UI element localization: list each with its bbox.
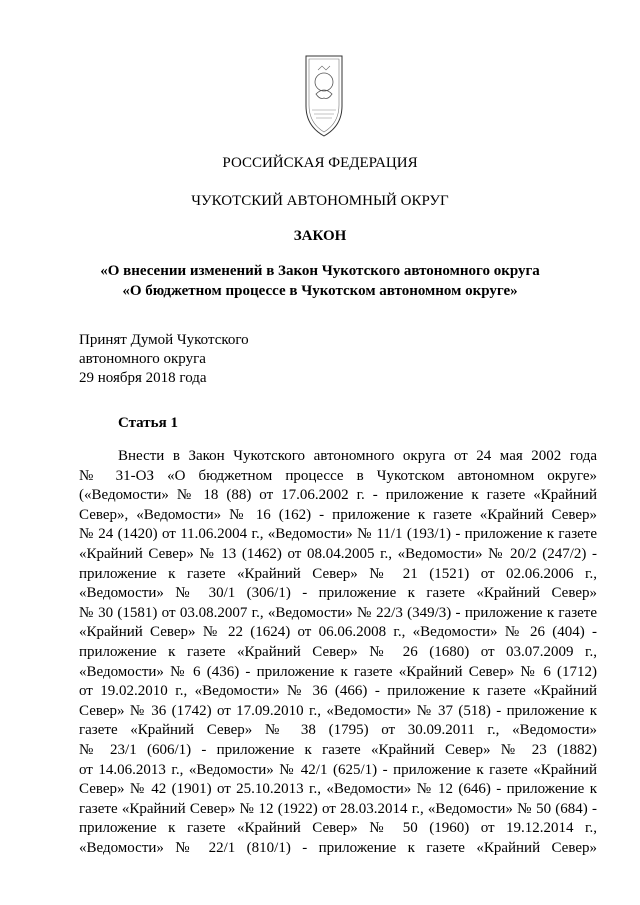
article-line: «Крайний Север» № 22 (1624) от 06.06.2008 г., «Ведомости» № 26 (404) - xyxy=(79,624,597,641)
article-line: «Ведомости» № 6 (436) - приложение к газете «Крайний Север» № 6 (1712) xyxy=(79,663,597,680)
article-line: Север» № 36 (1742) от 17.09.2010 г., «Ведомости» № 37 (518) - приложение к xyxy=(79,702,597,719)
article-line: № 23/1 (606/1) - приложение к газете «Крайний Север» № 23 (1882) xyxy=(79,741,597,758)
article-line: № 31-ОЗ «О бюджетном процессе в Чукотском автономном округе» xyxy=(79,467,597,484)
coat-of-arms-icon xyxy=(302,54,346,138)
article-line: «Крайний Север» № 13 (1462) от 08.04.2005 г., «Ведомости» № 20/2 (247/2) - xyxy=(79,545,597,562)
document-type-heading: ЗАКОН xyxy=(293,228,347,244)
country-heading: РОССИЙСКАЯ ФЕДЕРАЦИЯ xyxy=(222,155,418,171)
article-line: приложение к газете «Крайний Север» № 50 (1960) от 19.12.2014 г., xyxy=(79,820,597,837)
adoption-date: 29 ноября 2018 года xyxy=(79,370,207,386)
article-body xyxy=(79,447,597,858)
article-line: приложение к газете «Крайний Север» № 26 (1680) от 03.07.2009 г., xyxy=(79,643,597,660)
law-title-line-2: «О бюджетном процессе в Чукотском автономном округе» xyxy=(122,283,518,299)
article-line: Север», «Ведомости» № 16 (162) - приложение к газете «Крайний Север» xyxy=(79,506,597,523)
article-line: приложение к газете «Крайний Север» № 21 (1521) от 02.06.2006 г., xyxy=(79,565,597,582)
article-line: «Ведомости» № 30/1 (306/1) - приложение к газете «Крайний Север» xyxy=(79,585,597,602)
article-line: Север» № 42 (1901) от 25.10.2013 г., «Ведомости» № 12 (646) - приложение к xyxy=(79,781,597,798)
article-line: «Ведомости» № 22/1 (810/1) - приложение к газете «Крайний Север» xyxy=(79,839,597,856)
region-heading: ЧУКОТСКИЙ АВТОНОМНЫЙ ОКРУГ xyxy=(191,193,449,209)
article-line: № 30 (1581) от 03.08.2007 г., «Ведомости» № 22/3 (349/3) - приложение к газете xyxy=(79,604,597,621)
article-heading: Статья 1 xyxy=(118,415,178,431)
adoption-line-2: автономного округа xyxy=(79,351,206,367)
article-line: газете «Крайний Север» № 38 (1795) от 30.09.2011 г., «Ведомости» xyxy=(79,722,597,739)
article-line: («Ведомости» № 18 (88) от 17.06.2002 г. - приложение к газете «Крайний xyxy=(79,487,597,504)
article-line: от 14.06.2013 г., «Ведомости» № 42/1 (625/1) - приложение к газете «Крайний xyxy=(79,761,597,778)
article-line: № 24 (1420) от 11.06.2004 г., «Ведомости» № 11/1 (193/1) - приложение к газете xyxy=(79,526,597,543)
article-line: от 19.02.2010 г., «Ведомости» № 36 (466) - приложение к газете «Крайний xyxy=(79,683,597,700)
adoption-block xyxy=(79,331,249,388)
law-title-line-1: «О внесении изменений в Закон Чукотского автономного округа xyxy=(100,263,540,279)
article-line: Внести в Закон Чукотского автономного округа от 24 мая 2002 года xyxy=(118,448,597,464)
adoption-line-1: Принят Думой Чукотского xyxy=(79,332,249,348)
article-line: газете «Крайний Север» № 12 (1922) от 28.03.2014 г., «Ведомости» № 50 (684) - xyxy=(79,800,597,817)
